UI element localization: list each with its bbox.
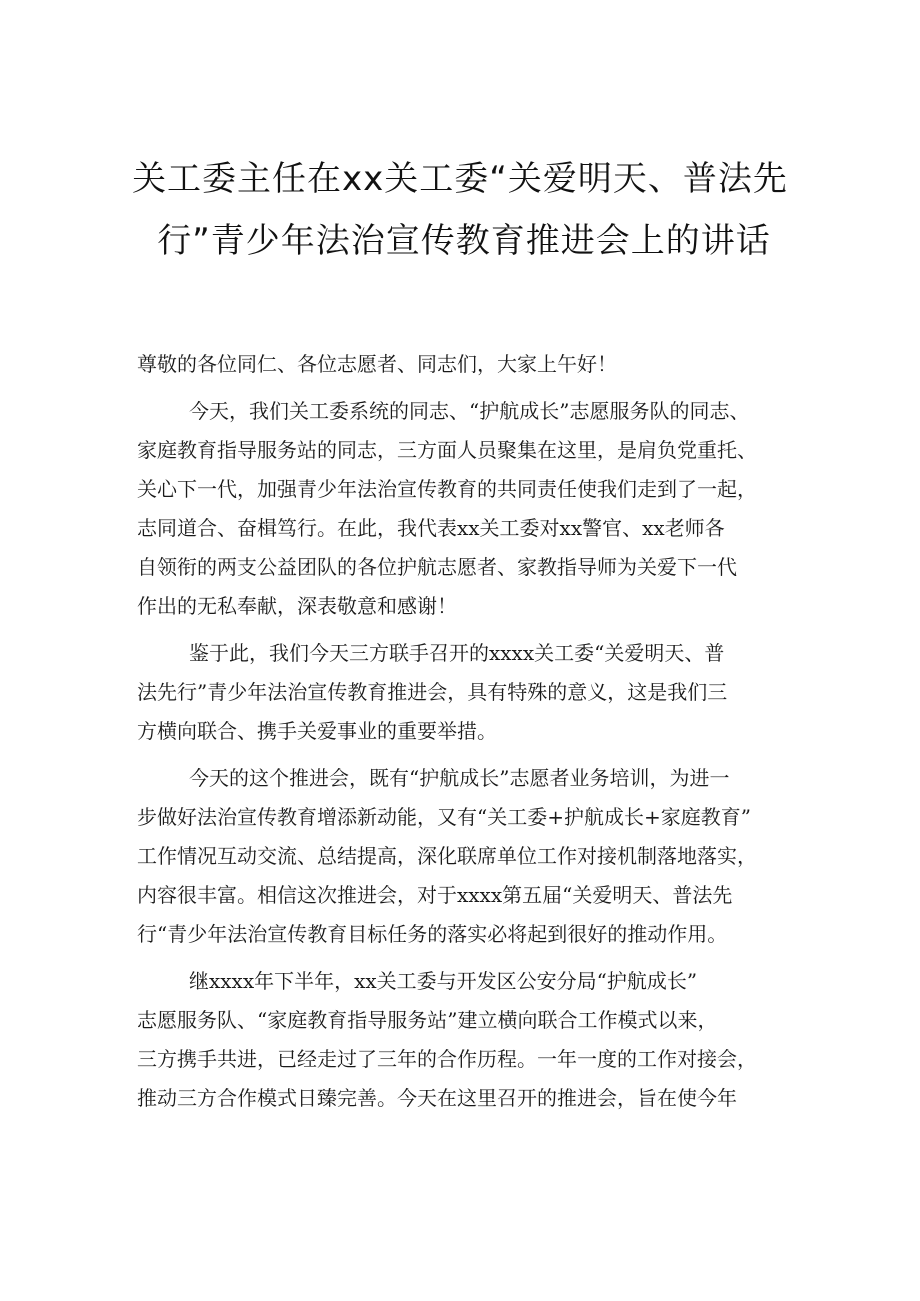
title-line-2: 行”青少年法治宣传教育推进会上的讲话 xyxy=(157,221,771,261)
paragraph-line: 家庭教育指导服务站的同志，三方面人员聚集在这里，是肩负党重托、 xyxy=(137,438,757,462)
paragraph-line: 三方携手共进，已经走过了三年的合作历程。一年一度的工作对接会， xyxy=(137,1047,757,1071)
paragraph-line: 工作情况互动交流、总结提高，深化联席单位工作对接机制落地落实， xyxy=(137,844,757,868)
paragraph-line: 法先行”青少年法治宣传教育推进会，具有特殊的意义，这是我们三 xyxy=(137,680,728,704)
document-body xyxy=(137,345,797,1118)
paragraph-line: 继xxxx年下半年，xx关工委与开发区公安分局“护航成长” xyxy=(189,969,698,993)
paragraph-line: 作出的无私奉献，深表敬意和感谢！ xyxy=(137,594,457,618)
paragraph-line: 步做好法治宣传教育增添新动能，又有“关工委+护航成长+家庭教育” xyxy=(137,805,751,829)
paragraph-line: 推动三方合作模式日臻完善。今天在这里召开的推进会，旨在使今年 xyxy=(137,1086,737,1110)
paragraph-line: 内容很丰富。相信这次推进会，对于xxxx第五届“关爱明天、普法先 xyxy=(137,883,733,907)
paragraph-line: 自领衔的两支公益团队的各位护航志愿者、家教指导师为关爱下一代 xyxy=(137,555,737,579)
document-title xyxy=(120,148,800,272)
paragraph-line: 志同道合、奋楫笃行。在此，我代表xx关工委对xx警官、xx老师各 xyxy=(137,516,725,540)
paragraph-line: 志愿服务队、“家庭教育指导服务站”建立横向联合工作模式以来， xyxy=(137,1008,718,1032)
title-line-1: 关工委主任在xx关工委“关爱明天、普法先 xyxy=(132,159,788,199)
paragraph-line: 方横向联合、携手关爱事业的重要举措。 xyxy=(137,719,497,743)
paragraph-line: 关心下一代，加强青少年法治宣传教育的共同责任使我们走到了一起， xyxy=(137,477,757,501)
paragraph-line: 鉴于此，我们今天三方联手召开的xxxx关工委“关爱明天、普 xyxy=(189,641,725,665)
paragraph-line: 今天的这个推进会，既有“护航成长”志愿者业务培训，为进一 xyxy=(189,766,730,790)
greeting-line: 尊敬的各位同仁、各位志愿者、同志们，大家上午好！ xyxy=(137,352,617,376)
paragraph-line: 今天，我们关工委系统的同志、“护航成长”志愿服务队的同志、 xyxy=(189,399,750,423)
paragraph-line: 行“青少年法治宣传教育目标任务的落实必将起到很好的推动作用。 xyxy=(137,922,728,946)
